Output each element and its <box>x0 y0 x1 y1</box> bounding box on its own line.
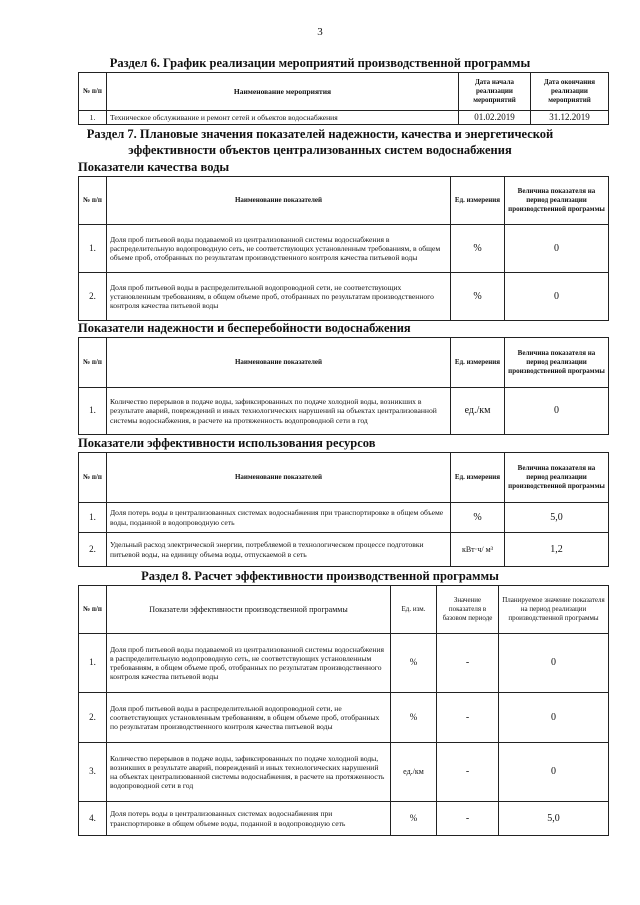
quality-title: Показатели качества воды <box>78 160 230 174</box>
section7-title-line1: Раздел 7. Плановые значения показателей надежности, качества и энергетической <box>86 127 554 141</box>
col-name: Показатели эффективности производственной программы <box>107 586 391 634</box>
row-plan: 0 <box>499 634 609 693</box>
col-value: Величина показателя на период реализации производственной программы <box>505 338 609 388</box>
row-unit: % <box>451 225 505 273</box>
col-name: Наименование показателей <box>107 453 451 503</box>
col-num: № п/п <box>79 177 107 225</box>
row-name: Техническое обслуживание и ремонт сетей и объектов водоснабжения <box>107 111 459 125</box>
row-unit: кВт·ч/ м³ <box>451 533 505 567</box>
reliability-table <box>78 337 609 435</box>
col-name: Наименование показателей <box>107 338 451 388</box>
table-row <box>79 111 609 125</box>
col-unit: Ед. измерения <box>451 177 505 225</box>
row-base: - <box>437 802 499 836</box>
section8-title: Раздел 8. Расчет эффективности производственной программы <box>141 569 499 583</box>
table-row <box>79 273 609 321</box>
col-num: № п/п <box>79 453 107 503</box>
row-name: Доля проб питьевой воды в распределительной водопроводной сети, не соответствующих установленным требованиям, в общем объеме проб, отобранных по результатам производственного контроля качества питьевой воды <box>107 693 391 743</box>
row-name: Количество перерывов в подаче воды, зафиксированных по подаче холодной воды, возникших в результате аварий, повреждений и иных технологических нарушений на объектах централизованной системы водоснабжения, в расчете на протяженность водопроводной сети в год <box>107 743 391 802</box>
row-num: 2. <box>79 693 107 743</box>
row-value: 0 <box>505 273 609 321</box>
col-num: № п/п <box>79 338 107 388</box>
row-value: 0 <box>505 225 609 273</box>
section8-table <box>78 585 609 836</box>
row-num: 2. <box>79 273 107 321</box>
table-row <box>79 533 609 567</box>
col-start: Дата начала реализации мероприятий <box>459 73 531 111</box>
col-num: № п/п <box>79 586 107 634</box>
row-name: Доля проб питьевой воды в распределительной водопроводной сети, не соответствующих установленным требованиям, в общем объеме проб, отобранных по результатам производственного контроля качества питьевой воды <box>107 273 451 321</box>
section6-table <box>78 72 609 125</box>
row-base: - <box>437 634 499 693</box>
row-base: - <box>437 693 499 743</box>
row-num: 1. <box>79 225 107 273</box>
row-num: 1. <box>79 503 107 533</box>
section7-title-line2: эффективности объектов централизованных систем водоснабжения <box>128 143 512 157</box>
row-num: 1. <box>79 634 107 693</box>
table-row <box>79 503 609 533</box>
row-unit: % <box>391 802 437 836</box>
col-name: Наименование мероприятия <box>107 73 459 111</box>
table-row <box>79 225 609 273</box>
col-base: Значение показателя в базовом периоде <box>437 586 499 634</box>
table-row <box>79 634 609 693</box>
row-unit: % <box>391 634 437 693</box>
row-end: 31.12.2019 <box>531 111 609 125</box>
col-num: № п/п <box>79 73 107 111</box>
col-unit: Ед. измерения <box>451 453 505 503</box>
row-num: 2. <box>79 533 107 567</box>
efficiency-table <box>78 452 609 567</box>
row-unit: ед./км <box>391 743 437 802</box>
row-base: - <box>437 743 499 802</box>
row-start: 01.02.2019 <box>459 111 531 125</box>
quality-table <box>78 176 609 321</box>
row-name: Доля проб питьевой воды подаваемой из централизованной системы водоснабжения в распределительную водопроводную сеть, не соответствующих установленным требованиям, в общем объеме проб, отобранных по результатам производственного контроля качества питьевой воды <box>107 634 391 693</box>
row-unit: % <box>451 503 505 533</box>
row-plan: 0 <box>499 743 609 802</box>
row-num: 1. <box>79 388 107 435</box>
row-name: Доля потерь воды в централизованных системах водоснабжения при транспортировке в общем объеме воды, поданной в водопроводную сеть <box>107 802 391 836</box>
reliability-title: Показатели надежности и бесперебойности водоснабжения <box>78 321 411 335</box>
row-num: 1. <box>79 111 107 125</box>
row-name: Удельный расход электрической энергии, потребляемой в технологическом процессе подготовки питьевой воды, на единицу объема воды, отпускаемой в сеть <box>107 533 451 567</box>
row-name: Количество перерывов в подаче воды, зафиксированных по подаче холодной воды, возникших в результате аварий, повреждений и иных технологических нарушений на объектах централизованной системы водоснабжения, в расчете на протяженность водопроводной сети в год <box>107 388 451 435</box>
col-end: Дата окончания реализации мероприятий <box>531 73 609 111</box>
col-value: Величина показателя на период реализации производственной программы <box>505 177 609 225</box>
row-name: Доля проб питьевой воды подаваемой из централизованной системы водоснабжения в распределительную водопроводную сеть, не соответствующих установленным требованиям, в общем объеме проб, отобранных по результатам производственного контроля качества питьевой воды <box>107 225 451 273</box>
row-num: 4. <box>79 802 107 836</box>
row-unit: ед./км <box>451 388 505 435</box>
row-num: 3. <box>79 743 107 802</box>
col-name: Наименование показателей <box>107 177 451 225</box>
section6-title: Раздел 6. График реализации мероприятий производственной программы <box>109 56 531 70</box>
row-value: 0 <box>505 388 609 435</box>
table-row <box>79 802 609 836</box>
row-unit: % <box>451 273 505 321</box>
row-value: 5,0 <box>505 503 609 533</box>
col-unit: Ед. измерения <box>451 338 505 388</box>
row-plan: 0 <box>499 693 609 743</box>
table-row <box>79 693 609 743</box>
row-value: 1,2 <box>505 533 609 567</box>
row-unit: % <box>391 693 437 743</box>
efficiency-title: Показатели эффективности использования ресурсов <box>78 436 376 450</box>
row-name: Доля потерь воды в централизованных системах водоснабжения при транспортировке в общем объеме воды, поданной в водопроводную сеть <box>107 503 451 533</box>
col-plan: Планируемое значение показателя на период реализации производственной программы <box>499 586 609 634</box>
table-row <box>79 743 609 802</box>
row-plan: 5,0 <box>499 802 609 836</box>
col-unit: Ед. изм. <box>391 586 437 634</box>
table-row <box>79 388 609 435</box>
page-number: 3 <box>317 26 323 38</box>
col-value: Величина показателя на период реализации производственной программы <box>505 453 609 503</box>
